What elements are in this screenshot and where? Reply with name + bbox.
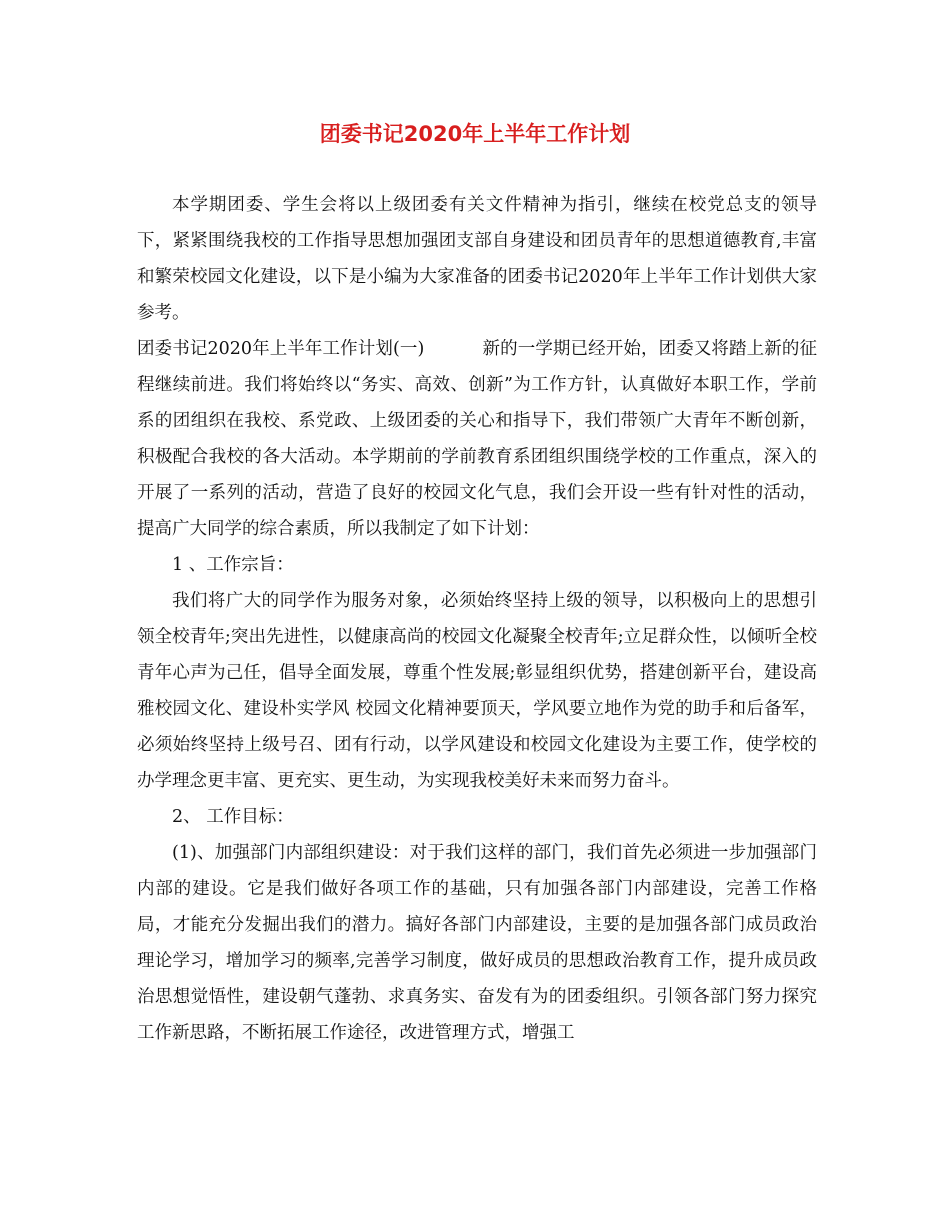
section-heading: 团委书记2020年上半年工作计划(一)	[137, 339, 425, 359]
intro-paragraph: 本学期团委、学生会将以上级团委有关文件精神为指引，继续在校党总支的领导下，紧紧围绕我校的工作指导思想加强团支部自身建设和团员青年的思想道德教育,丰富和繁荣校园文化建设，以下是小编为大家准备的团委书记2020年上半年工作计划供大家参考。	[137, 195, 817, 323]
item2-heading: 2、 工作目标：	[172, 807, 294, 827]
section-text: 新的一学期已经开始，团委又将踏上新的征程继续前进。我们将始终以“务实、高效、创新”为工作方针，认真做好本职工作，学前系的团组织在我校、系党政、上级团委的关心和指导下，我们带领广大青年不断创新，积极配合我校的各大活动。本学期前的学前教育系团组织围绕学校的工作重点，深入的开展了一系列的活动，营造了良好的校园文化气息，我们会开设一些有针对性的活动，提高广大同学的综合素质，所以我制定了如下计划：	[137, 339, 817, 539]
item1-paragraph: 我们将广大的同学作为服务对象，必须始终坚持上级的领导，以积极向上的思想引领全校青年;突出先进性，以健康高尚的校园文化凝聚全校青年;立足群众性，以倾听全校青年心声为己任，倡导全面发展，尊重个性发展;彰显组织优势，搭建创新平台，建设高雅校园文化、建设朴实学风 校园文化精神要顶天，学风要立地作为党的助手和后备军，必须始终坚持上级号召、团有行动，以学风建设和校园文化建设为主要工作，使学校的办学理念更丰富、更充实、更生动，为实现我校美好未来而努力奋斗。	[137, 591, 817, 791]
page-title: 团委书记2020年上半年工作计划	[319, 122, 631, 146]
document-body	[137, 187, 817, 1051]
section-paragraph	[137, 331, 817, 547]
item1-heading: 1 、工作宗旨：	[172, 555, 294, 575]
item2-sub1-paragraph: (1)、加强部门内部组织建设：对于我们这样的部门，我们首先必须进一步加强部门内部的建设。它是我们做好各项工作的基础，只有加强各部门内部建设，完善工作格局，才能充分发掘出我们的潜力。搞好各部门内部建设，主要的是加强各部门成员政治理论学习，增加学习的频率,完善学习制度，做好成员的思想政治教育工作，提升成员政治思想觉悟性，建设朝气蓬勃、求真务实、奋发有为的团委组织。引领各部门努力探究工作新思路，不断拓展工作途径，改进管理方式，增强工	[137, 843, 817, 1043]
